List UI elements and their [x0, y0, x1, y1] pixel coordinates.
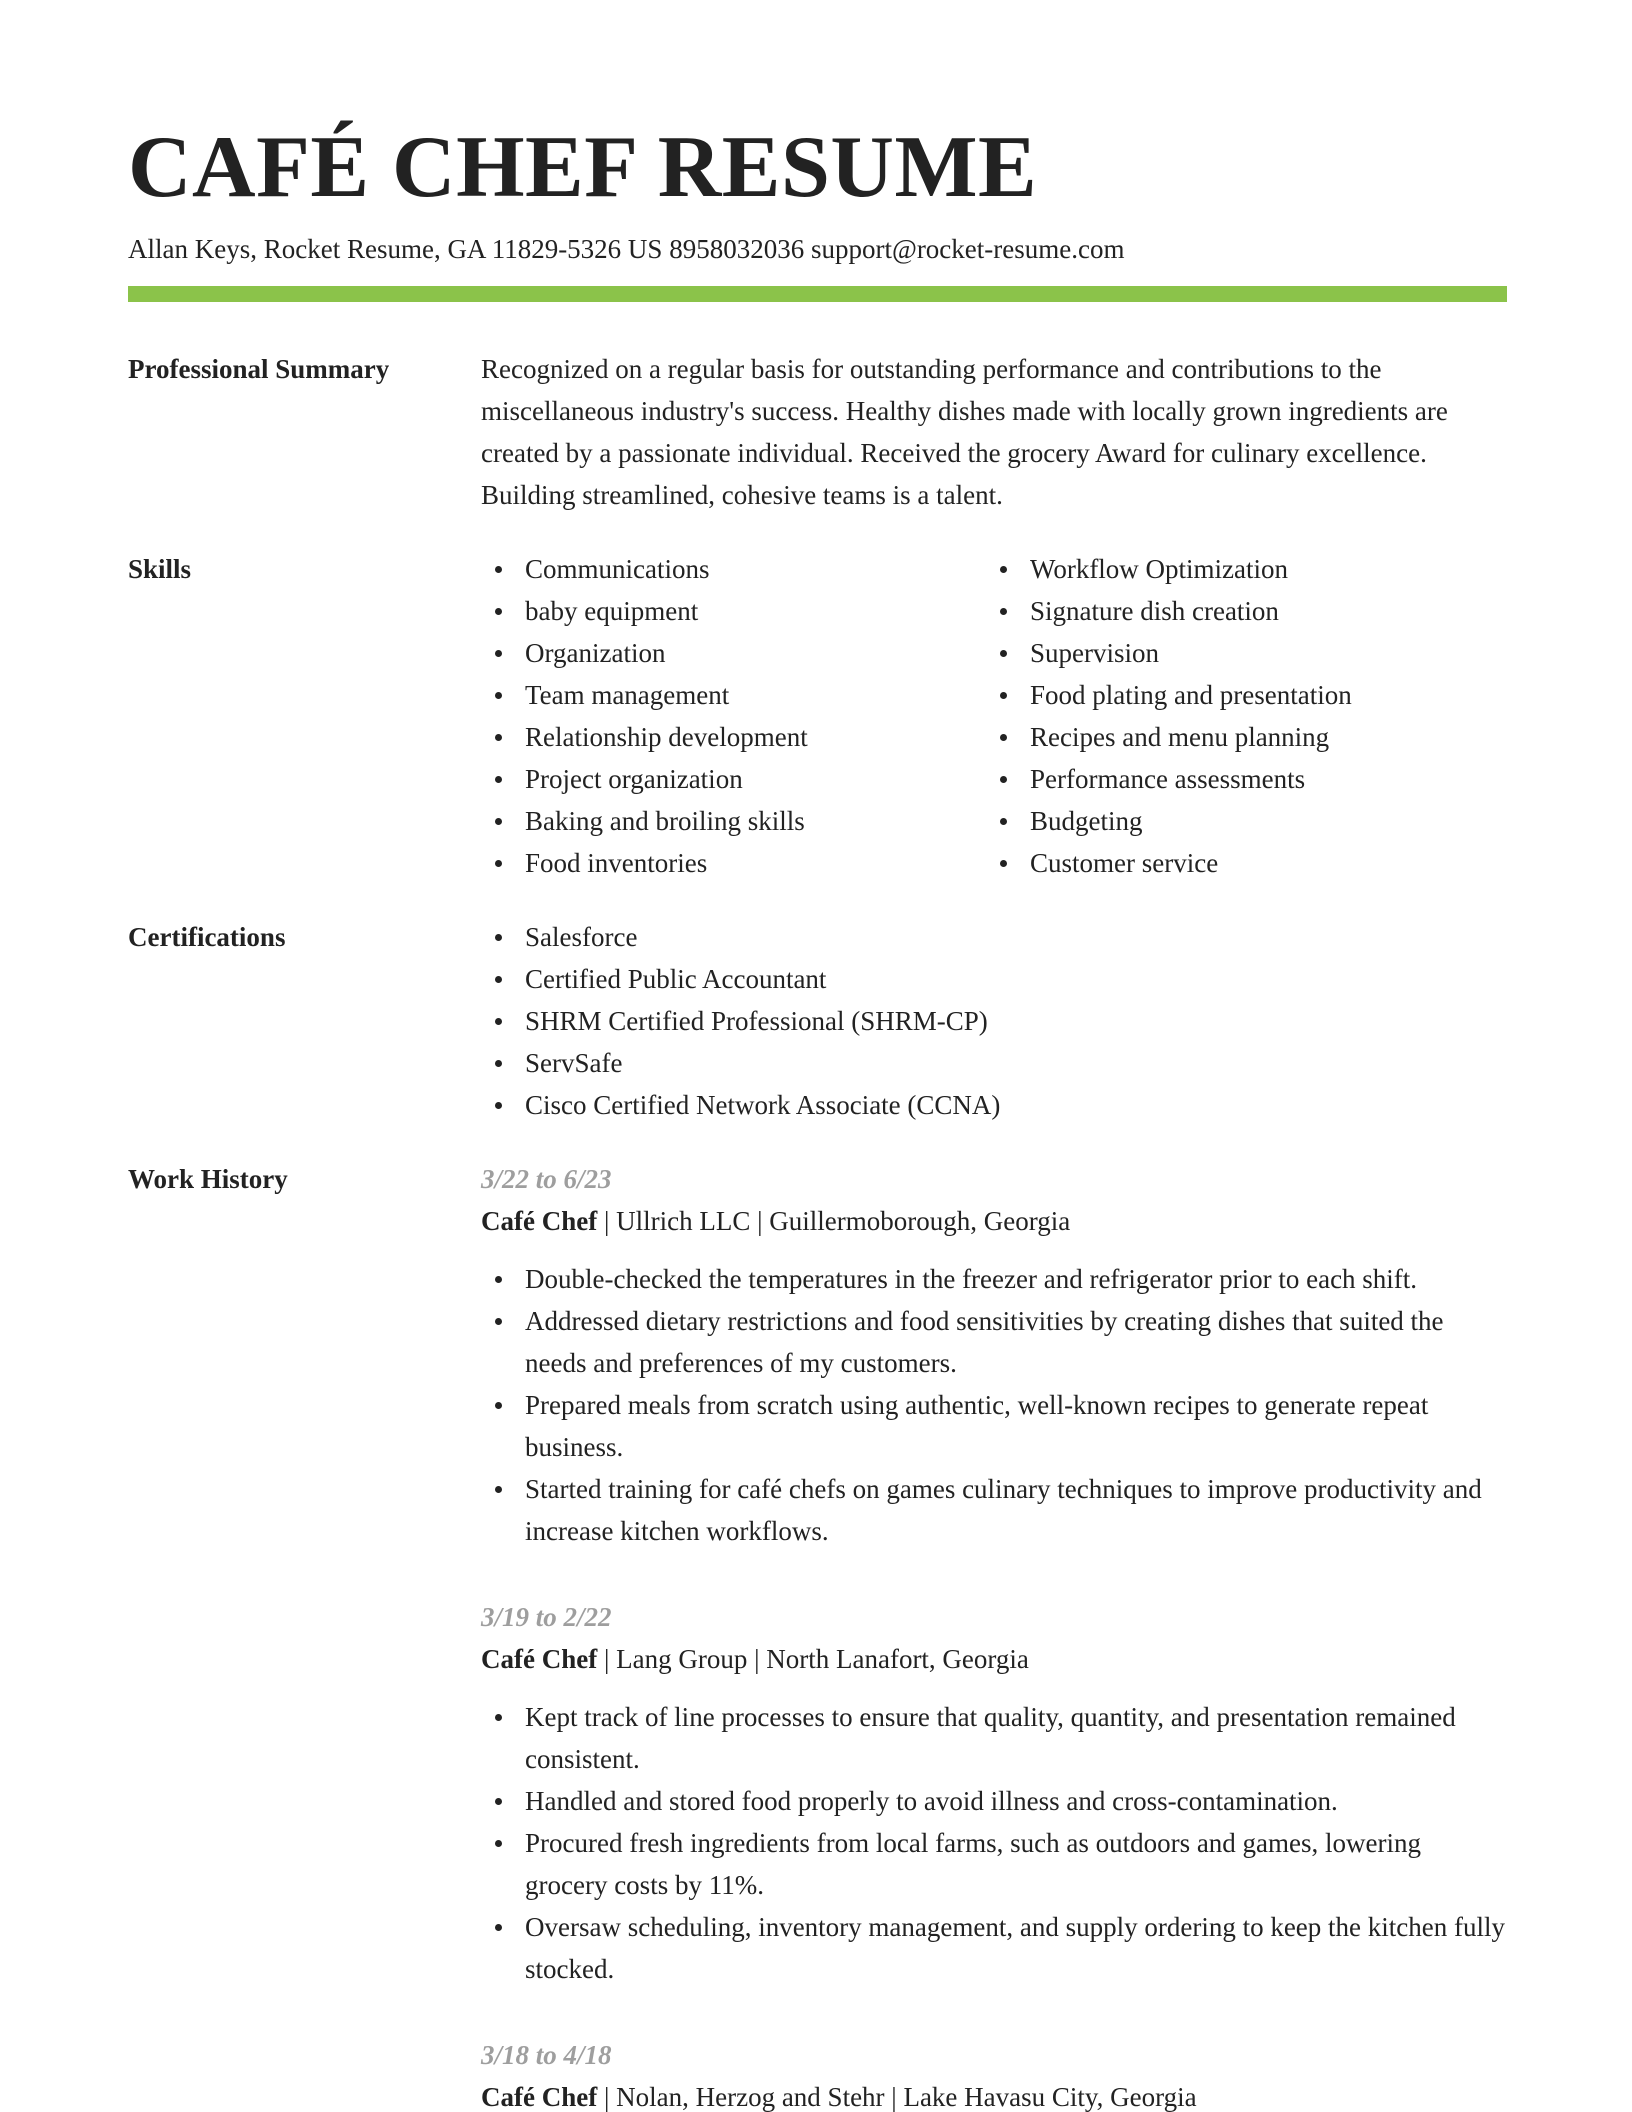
job-dates: 3/19 to 2/22 [481, 1602, 612, 1632]
job-bullets [481, 1696, 1507, 1990]
skill-item: Customer service [986, 842, 1491, 884]
resume-title: CAFÉ CHEF RESUME [128, 119, 1038, 216]
certification-item: Salesforce [481, 916, 1507, 958]
accent-divider [128, 286, 1507, 302]
job-title-line [481, 2076, 1507, 2112]
skill-item: Budgeting [986, 800, 1491, 842]
job-bullet: Started training for café chefs on games culinary techniques to improve productivity and increase kitchen workflows. [481, 1468, 1507, 1552]
certification-item: ServSafe [481, 1042, 1507, 1084]
job-title-line [481, 1638, 1507, 1680]
skill-item: Communications [481, 548, 986, 590]
summary-text: Recognized on a regular basis for outstanding performance and contributions to the miscellaneous industry's success. Healthy dishes made with locally grown ingredients are created by a passionate individual. Received the grocery Award for culinary excellence. Building streamlined, cohesive teams is a talent. [481, 354, 1448, 510]
skill-item: Project organization [481, 758, 986, 800]
job-entry [481, 1158, 1507, 1552]
job-bullet: Addressed dietary restrictions and food sensitivities by creating dishes that suited the needs and preferences of my customers. [481, 1300, 1507, 1384]
job-bullet: Prepared meals from scratch using authentic, well-known recipes to generate repeat business. [481, 1384, 1507, 1468]
job-bullet: Kept track of line processes to ensure that quality, quantity, and presentation remained consistent. [481, 1696, 1507, 1780]
skills-label: Skills [128, 554, 192, 584]
certifications-label: Certifications [128, 922, 286, 952]
work-history-body [481, 1158, 1507, 2112]
job-role: Café Chef [481, 1206, 598, 1236]
skill-item: Supervision [986, 632, 1491, 674]
skills-list-right [986, 548, 1491, 884]
work-history-label: Work History [128, 1164, 288, 1194]
job-bullets [481, 1258, 1507, 1552]
skill-item: baby equipment [481, 590, 986, 632]
job-bullet: Oversaw scheduling, inventory management, and supply ordering to keep the kitchen fully stocked. [481, 1906, 1507, 1990]
job-role: Café Chef [481, 1644, 598, 1674]
certifications-list [481, 916, 1507, 1126]
job-bullet: Double-checked the temperatures in the freezer and refrigerator prior to each shift. [481, 1258, 1507, 1300]
skill-item: Team management [481, 674, 986, 716]
job-dates: 3/18 to 4/18 [481, 2040, 612, 2070]
job-bullet: Handled and stored food properly to avoid illness and cross-contamination. [481, 1780, 1507, 1822]
job-title-line [481, 1200, 1507, 1242]
skill-item: Recipes and menu planning [986, 716, 1491, 758]
job-dates: 3/22 to 6/23 [481, 1164, 612, 1194]
skill-item: Workflow Optimization [986, 548, 1491, 590]
job-details: | Nolan, Herzog and Stehr | Lake Havasu City, Georgia [597, 2082, 1197, 2112]
certification-item: Cisco Certified Network Associate (CCNA) [481, 1084, 1507, 1126]
skill-item: Performance assessments [986, 758, 1491, 800]
job-details: | Ullrich LLC | Guillermoborough, Georgia [597, 1206, 1071, 1236]
job-entry [481, 1596, 1507, 1990]
skill-item: Organization [481, 632, 986, 674]
certification-item: Certified Public Accountant [481, 958, 1507, 1000]
skills-list-left [481, 548, 986, 884]
summary-label: Professional Summary [128, 354, 390, 384]
skill-item: Food plating and presentation [986, 674, 1491, 716]
contact-line: Allan Keys, Rocket Resume, GA 11829-5326 US 8958032036 support@rocket-resume.com [128, 234, 1125, 264]
skill-item: Baking and broiling skills [481, 800, 986, 842]
job-role: Café Chef [481, 2082, 598, 2112]
certification-item: SHRM Certified Professional (SHRM-CP) [481, 1000, 1507, 1042]
job-entry [481, 2034, 1507, 2112]
job-bullet: Procured fresh ingredients from local farms, such as outdoors and games, lowering grocery costs by 11%. [481, 1822, 1507, 1906]
skill-item: Relationship development [481, 716, 986, 758]
job-details: | Lang Group | North Lanafort, Georgia [597, 1644, 1029, 1674]
certifications-body [481, 916, 1507, 1126]
skill-item: Food inventories [481, 842, 986, 884]
skills-columns [481, 548, 1507, 884]
skill-item: Signature dish creation [986, 590, 1491, 632]
